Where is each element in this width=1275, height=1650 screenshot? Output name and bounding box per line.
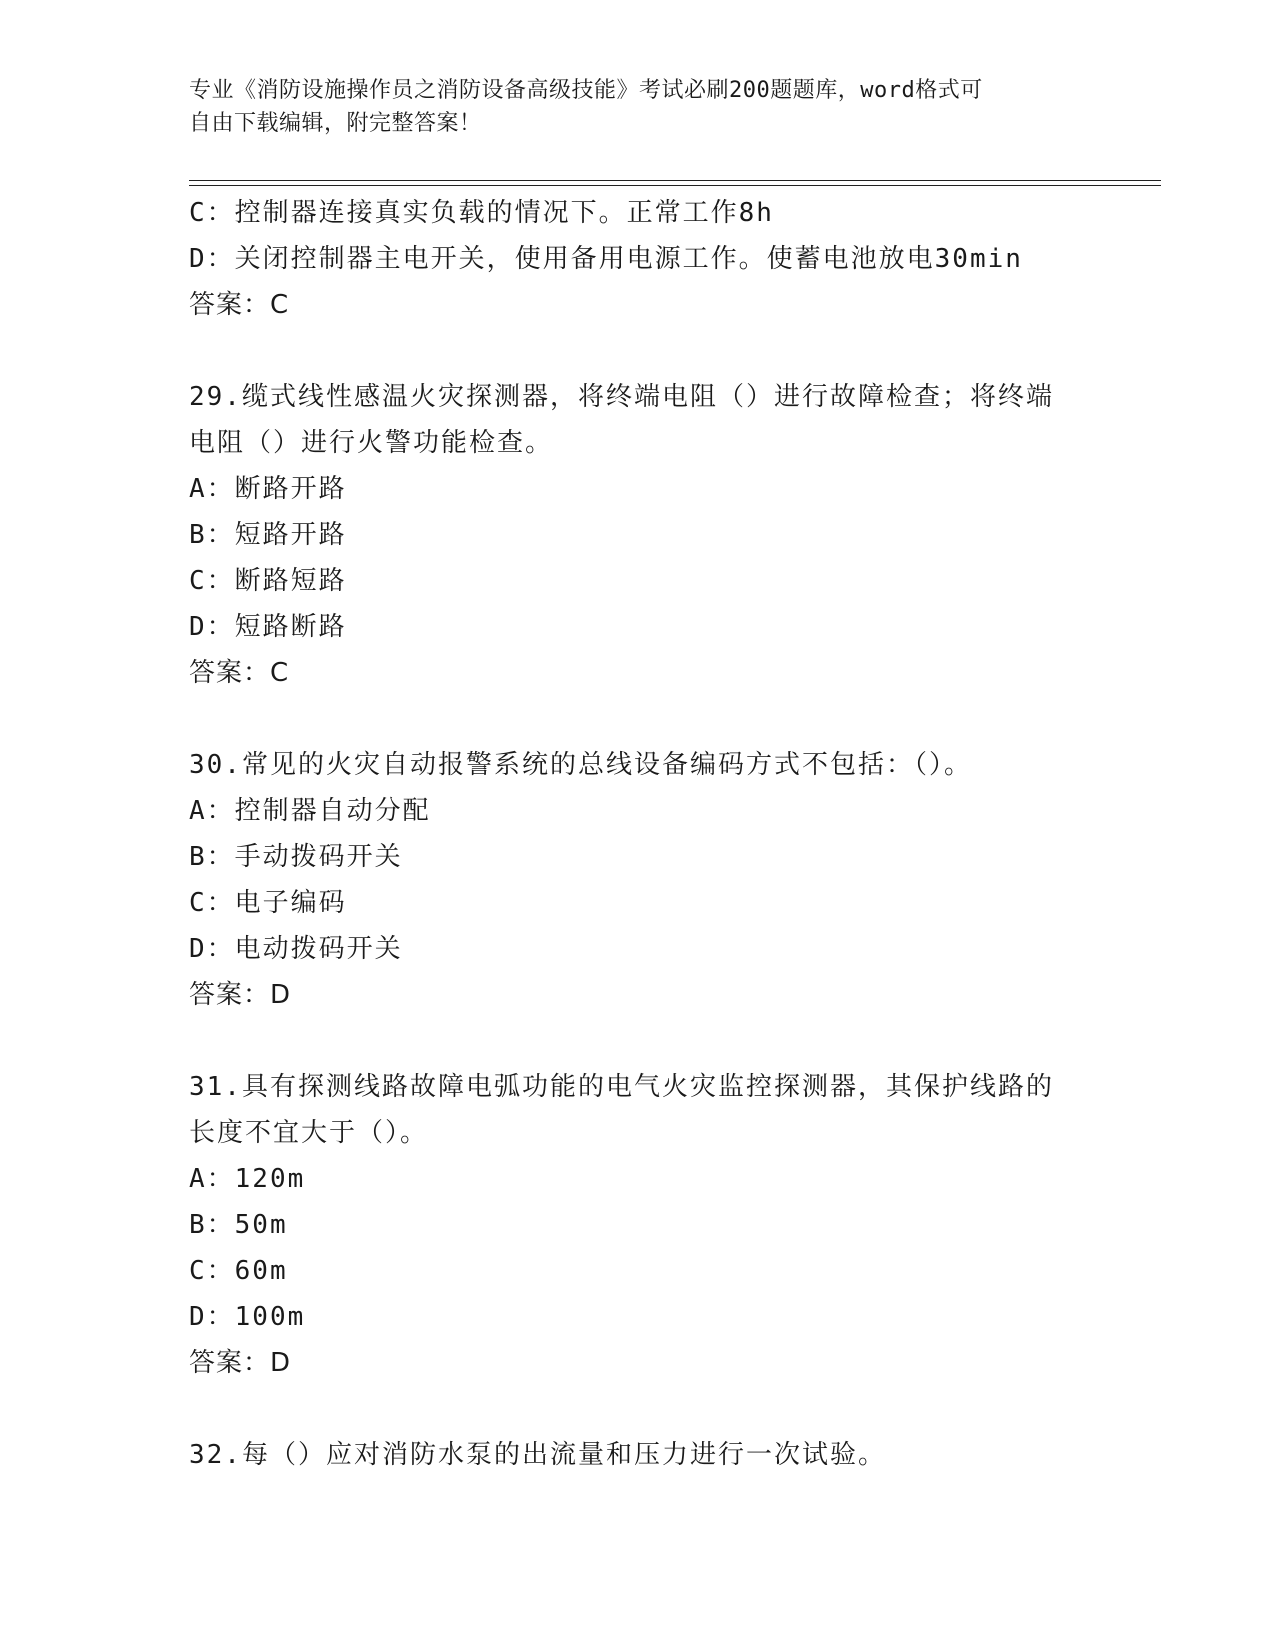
header-rule-top [189, 180, 1161, 181]
answer: 答案：C [189, 658, 290, 688]
header-rule-bottom [189, 185, 1161, 186]
option-a: A：断路开路 [189, 474, 347, 504]
option-d: D：关闭控制器主电开关，使用备用电源工作。使蓄电池放电30min [189, 244, 1023, 274]
question-stem: 30.常见的火灾自动报警系统的总线设备编码方式不包括：（）。 [189, 750, 972, 780]
option-c: C：断路短路 [189, 566, 347, 596]
spacer [189, 1386, 1089, 1432]
spacer [189, 696, 1089, 742]
question-stem-continued: 长度不宜大于（）。 [189, 1118, 429, 1148]
document-header [189, 74, 1089, 140]
option-d: D：100m [189, 1302, 306, 1332]
document-body [189, 190, 1089, 1478]
answer: 答案：C [189, 290, 290, 320]
question-stem-continued: 电阻（）进行火警功能检查。 [189, 428, 554, 458]
option-b: B：短路开路 [189, 520, 347, 550]
question-stem: 31.具有探测线路故障电弧功能的电气火灾监控探测器，其保护线路的 [189, 1072, 1054, 1102]
option-d: D：电动拨码开关 [189, 934, 403, 964]
spacer [189, 328, 1089, 374]
option-d: D：短路断路 [189, 612, 347, 642]
option-b: B：50m [189, 1210, 288, 1240]
question-stem: 29.缆式线性感温火灾探测器，将终端电阻（）进行故障检查；将终端 [189, 382, 1054, 412]
option-c: C：控制器连接真实负载的情况下。正常工作8h [189, 198, 774, 228]
answer: 答案：D [189, 980, 292, 1010]
option-a: A：控制器自动分配 [189, 796, 431, 826]
header-line-1: 专业《消防设施操作员之消防设备高级技能》考试必刷200题题库，word格式可 [189, 78, 983, 103]
option-c: C：60m [189, 1256, 288, 1286]
option-b: B：手动拨码开关 [189, 842, 403, 872]
header-line-2: 自由下载编辑，附完整答案！ [189, 111, 482, 136]
option-a: A：120m [189, 1164, 306, 1194]
question-stem: 32.每（）应对消防水泵的出流量和压力进行一次试验。 [189, 1440, 886, 1470]
option-c: C：电子编码 [189, 888, 347, 918]
spacer [189, 1018, 1089, 1064]
answer: 答案：D [189, 1348, 292, 1378]
